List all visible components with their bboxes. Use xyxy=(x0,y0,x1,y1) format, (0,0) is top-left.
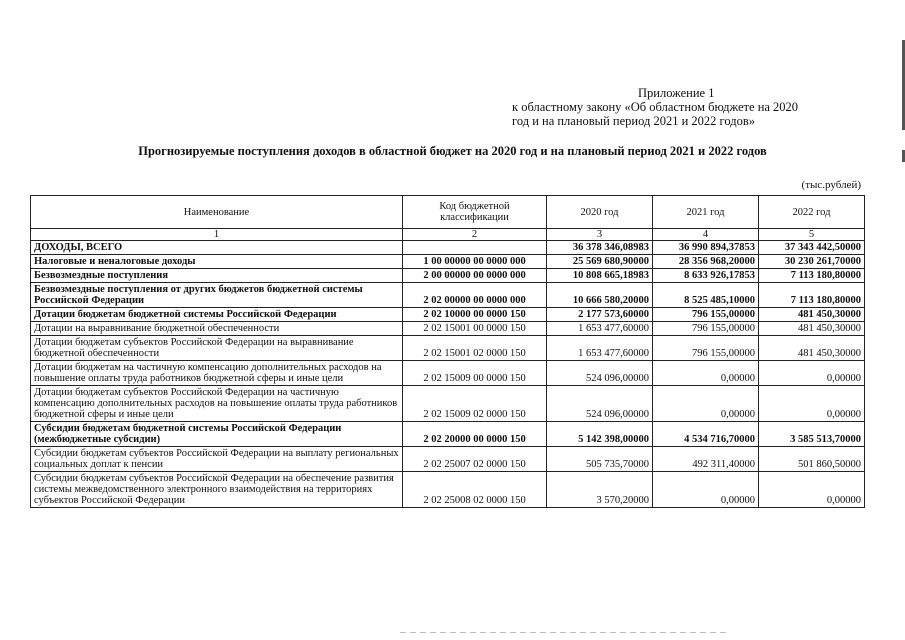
row-value-2020: 25 569 680,90000 xyxy=(547,255,653,269)
row-name: Дотации на выравнивание бюджетной обеспеченности xyxy=(31,322,403,336)
col-number-1: 1 xyxy=(31,229,403,241)
table-header-row xyxy=(31,196,865,229)
row-name: Дотации бюджетам на частичную компенсацию дополнительных расходов на повышение оплаты труда работников бюджетной сферы и иные цели xyxy=(31,361,403,386)
row-code xyxy=(403,241,547,255)
row-value-2022: 481 450,30000 xyxy=(759,336,865,361)
appendix-line-1: к областному закону «Об областном бюджете на 2020 xyxy=(512,100,799,114)
row-code: 2 02 15009 02 0000 150 xyxy=(403,386,547,422)
row-value-2021: 0,00000 xyxy=(653,361,759,386)
row-value-2020: 1 653 477,60000 xyxy=(547,322,653,336)
row-value-2022: 7 113 180,80000 xyxy=(759,283,865,308)
col-number-2: 2 xyxy=(403,229,547,241)
row-value-2021: 796 155,00000 xyxy=(653,322,759,336)
header-name: Наименование xyxy=(31,196,403,229)
table-row xyxy=(31,447,865,472)
row-value-2022: 481 450,30000 xyxy=(759,322,865,336)
row-code: 2 02 15009 00 0000 150 xyxy=(403,361,547,386)
row-value-2020: 3 570,20000 xyxy=(547,472,653,508)
appendix-note xyxy=(512,86,882,128)
row-value-2022: 501 860,50000 xyxy=(759,447,865,472)
row-value-2022: 481 450,30000 xyxy=(759,308,865,322)
row-value-2021: 796 155,00000 xyxy=(653,336,759,361)
row-value-2022: 3 585 513,70000 xyxy=(759,422,865,447)
row-value-2021: 0,00000 xyxy=(653,472,759,508)
row-value-2020: 5 142 398,00000 xyxy=(547,422,653,447)
row-name: Субсидии бюджетам бюджетной системы Российской Федерации (межбюджетные субсидии) xyxy=(31,422,403,447)
row-value-2021: 796 155,00000 xyxy=(653,308,759,322)
row-value-2021: 36 990 894,37853 xyxy=(653,241,759,255)
row-name: Дотации бюджетам субъектов Российской Федерации на частичную компенсацию дополнительных расходов на повышение оплаты труда работников бюджетной сферы и иные цели xyxy=(31,386,403,422)
table-row xyxy=(31,361,865,386)
row-value-2020: 524 096,00000 xyxy=(547,386,653,422)
row-code: 2 02 15001 02 0000 150 xyxy=(403,336,547,361)
row-value-2021: 0,00000 xyxy=(653,386,759,422)
header-2021: 2021 год xyxy=(653,196,759,229)
row-code: 2 02 25008 02 0000 150 xyxy=(403,472,547,508)
row-value-2020: 524 096,00000 xyxy=(547,361,653,386)
row-value-2020: 10 666 580,20000 xyxy=(547,283,653,308)
document-title: Прогнозируемые поступления доходов в областной бюджет на 2020 год и на плановый период 2021 и 2022 годов xyxy=(138,144,767,158)
col-number-5: 5 xyxy=(759,229,865,241)
appendix-line-2: год и на плановый период 2021 и 2022 годов» xyxy=(512,114,755,128)
row-value-2021: 8 633 926,17853 xyxy=(653,269,759,283)
row-value-2021: 492 311,40000 xyxy=(653,447,759,472)
row-value-2022: 30 230 261,70000 xyxy=(759,255,865,269)
table-row xyxy=(31,322,865,336)
table-body xyxy=(31,241,865,508)
table-row xyxy=(31,255,865,269)
appendix-title: Приложение 1 xyxy=(638,86,715,100)
row-name: Безвозмездные поступления от других бюджетов бюджетной системы Российской Федерации xyxy=(31,283,403,308)
table-row xyxy=(31,336,865,361)
column-number-row xyxy=(31,229,865,241)
row-value-2021: 4 534 716,70000 xyxy=(653,422,759,447)
row-name: ДОХОДЫ, ВСЕГО xyxy=(31,241,403,255)
row-name: Дотации бюджетам бюджетной системы Российской Федерации xyxy=(31,308,403,322)
row-code: 1 00 00000 00 0000 000 xyxy=(403,255,547,269)
row-name: Налоговые и неналоговые доходы xyxy=(31,255,403,269)
row-name: Субсидии бюджетам субъектов Российской Федерации на обеспечение развития системы межведомственного электронного взаимодействия на территориях субъектов Российской Федерации xyxy=(31,472,403,508)
row-name: Безвозмездные поступления xyxy=(31,269,403,283)
row-value-2022: 0,00000 xyxy=(759,386,865,422)
table-row xyxy=(31,308,865,322)
units-label: (тыс.рублей) xyxy=(801,179,861,191)
row-value-2022: 0,00000 xyxy=(759,361,865,386)
scan-artifact-line xyxy=(400,632,730,633)
row-name: Субсидии бюджетам субъектов Российской Федерации на выплату региональных социальных доплат к пенсии xyxy=(31,447,403,472)
table-row xyxy=(31,386,865,422)
row-value-2020: 505 735,70000 xyxy=(547,447,653,472)
row-name: Дотации бюджетам субъектов Российской Федерации на выравнивание бюджетной обеспеченности xyxy=(31,336,403,361)
row-code: 2 02 00000 00 0000 000 xyxy=(403,283,547,308)
row-code: 2 02 20000 00 0000 150 xyxy=(403,422,547,447)
row-value-2021: 28 356 968,20000 xyxy=(653,255,759,269)
col-number-4: 4 xyxy=(653,229,759,241)
table-row xyxy=(31,269,865,283)
row-code: 2 02 10000 00 0000 150 xyxy=(403,308,547,322)
row-value-2022: 0,00000 xyxy=(759,472,865,508)
table-row xyxy=(31,283,865,308)
header-2020: 2020 год xyxy=(547,196,653,229)
row-value-2022: 7 113 180,80000 xyxy=(759,269,865,283)
row-value-2021: 8 525 485,10000 xyxy=(653,283,759,308)
header-2022: 2022 год xyxy=(759,196,865,229)
table-row xyxy=(31,472,865,508)
row-value-2020: 2 177 573,60000 xyxy=(547,308,653,322)
table-row xyxy=(31,241,865,255)
row-code: 2 02 25007 02 0000 150 xyxy=(403,447,547,472)
row-code: 2 02 15001 00 0000 150 xyxy=(403,322,547,336)
row-value-2020: 36 378 346,08983 xyxy=(547,241,653,255)
row-value-2020: 1 653 477,60000 xyxy=(547,336,653,361)
header-code: Код бюджетной классификации xyxy=(403,196,547,229)
row-code: 2 00 00000 00 0000 000 xyxy=(403,269,547,283)
row-value-2022: 37 343 442,50000 xyxy=(759,241,865,255)
row-value-2020: 10 808 665,18983 xyxy=(547,269,653,283)
col-number-3: 3 xyxy=(547,229,653,241)
table-row xyxy=(31,422,865,447)
revenue-table xyxy=(30,195,865,508)
